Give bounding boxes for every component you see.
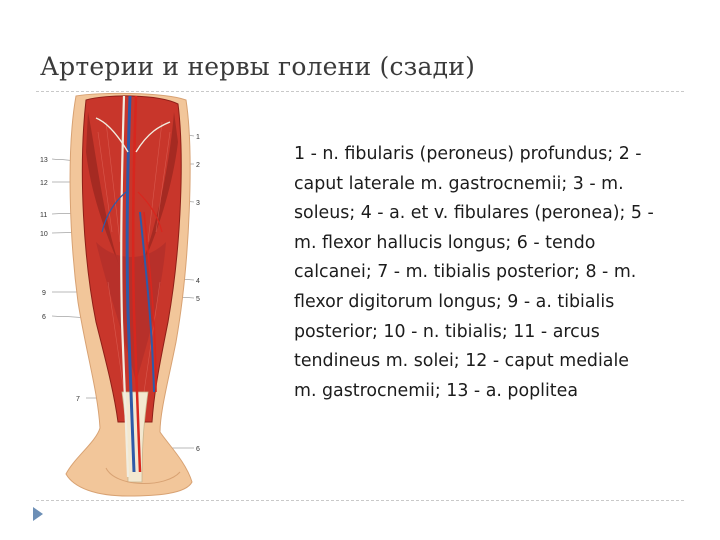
figure-label-4: 4 xyxy=(196,278,200,285)
footer-divider xyxy=(36,500,684,501)
figure-label-6-left: 6 xyxy=(42,314,46,321)
figure-label-13: 13 xyxy=(40,157,48,164)
slide-title: Артерии и нервы голени (сзади) xyxy=(40,52,476,81)
figure-label-5: 5 xyxy=(196,296,200,303)
figure-label-7: 7 xyxy=(76,396,80,403)
figure-label-1: 1 xyxy=(196,134,200,141)
next-slide-arrow-icon[interactable] xyxy=(32,506,44,526)
figure-label-9: 9 xyxy=(42,290,46,297)
leg-illustration xyxy=(36,92,204,500)
figure-label-3: 3 xyxy=(196,200,200,207)
figure-label-10: 10 xyxy=(40,231,48,238)
figure-label-12: 12 xyxy=(40,180,48,187)
figure-label-11: 11 xyxy=(40,212,48,219)
figure-label-2: 2 xyxy=(196,162,200,169)
figure-label-6-right: 6 xyxy=(196,446,200,453)
figure-caption: 1 - n. fibularis (peroneus) profundus; 2 - caput laterale m. gastrocnemii; 3 - m. soleus; 4 - a. et v. fibulares (peronea); 5 - m. flexor hallucis longus; 6 - tendo calcanei; 7 - m. tibialis posterior; 8 - m. flexor digitorum longus; 9 - a. tibialis posterior; 10 - n. tibialis; 11 - arcus tendineus m. solei; 12 - caput mediale m. gastrocnemii; 13 - a. poplitea xyxy=(294,144,654,401)
